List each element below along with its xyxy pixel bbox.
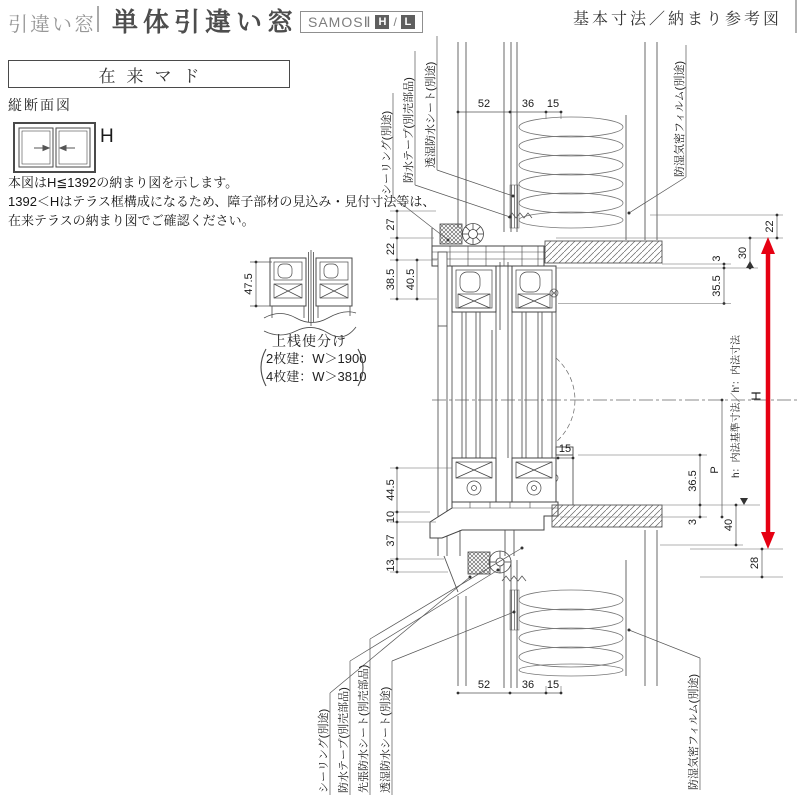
- product-logo-name: SAMOSⅡ: [308, 13, 372, 30]
- dim-bottom-15: 15: [546, 679, 560, 691]
- sub-detail-title: 上桟使分け: [272, 333, 347, 349]
- dim-top-15: 15: [546, 98, 560, 110]
- logo-variant-separator: /: [393, 15, 397, 29]
- dim-22-left: 22: [384, 242, 397, 256]
- window-type-box: 在来マド: [8, 60, 290, 88]
- label-sealing-top: シーリング(別途): [381, 110, 393, 195]
- dim-13: 13: [384, 559, 397, 572]
- dim-35-5: 35.5: [710, 275, 723, 297]
- page-section-label: 基本寸法／納まり参考図: [572, 11, 782, 28]
- insulation-below: [519, 590, 623, 676]
- dim-22-right: 22: [763, 220, 776, 233]
- dim-37: 37: [384, 534, 397, 547]
- dim-38-5: 38.5: [384, 268, 397, 291]
- label-sealing-bottom: シーリング(別途): [318, 708, 330, 793]
- sill-assembly: [430, 447, 662, 630]
- tape-zigzag-sill: [502, 576, 526, 581]
- dim-44-5: 44.5: [384, 479, 397, 501]
- section-view-label: 縦断面図: [8, 97, 72, 113]
- dim-top-36: 36: [521, 98, 535, 110]
- note-line: 1392＜Hはテラス框構成になるため、障子部材の見込み・見付寸法等は、: [8, 194, 436, 209]
- page-title: 単体引違い窓: [112, 7, 299, 37]
- sealing-block-sill: [468, 552, 490, 574]
- dim-36-5: 36.5: [686, 470, 699, 492]
- screen-rail: [438, 252, 447, 326]
- label-vapor-film-top: 防湿気密フィルム(別途): [674, 60, 686, 177]
- waterproof-tape: [510, 185, 519, 228]
- dim-28: 28: [748, 556, 761, 570]
- note-line: 在来テラスの納まり図でご確認ください。: [8, 213, 255, 228]
- dim-3-lower: 3: [686, 518, 699, 526]
- dim-bottom-36: 36: [521, 679, 535, 691]
- logo-variant-h-badge: H: [375, 15, 389, 29]
- datum-marker-upper: [746, 261, 754, 268]
- window-elevation-diagram: [14, 123, 95, 172]
- datum-marker-lower: [740, 498, 748, 505]
- dim-47-5: 47.5: [242, 273, 255, 295]
- insulation-above: [519, 117, 623, 228]
- backer-rod-head: [463, 224, 484, 245]
- dim-40: 40: [722, 518, 735, 532]
- sub-detail-drawing: [261, 250, 363, 386]
- label-pre-applied-sheet-bottom: 先張防水シート(別売部品): [358, 664, 370, 793]
- backer-rod-sill: [489, 551, 511, 573]
- sealing-block-head: [440, 224, 462, 244]
- logo-variant-l-badge: L: [401, 15, 415, 29]
- label-breathable-sheet-top: 透湿防水シート(別途): [425, 61, 437, 168]
- paren-left: [261, 349, 266, 386]
- wall-above: [458, 42, 657, 240]
- dim-40-5: 40.5: [404, 268, 417, 291]
- dim-10: 10: [384, 510, 397, 524]
- arrow-height-symbol: H: [748, 391, 764, 401]
- paren-right: [358, 349, 363, 386]
- dim-sill-15: 15: [558, 443, 572, 455]
- wood-sill: [552, 505, 662, 527]
- dim-bottom-52: 52: [477, 679, 491, 691]
- head-assembly: [432, 185, 662, 266]
- label-breathable-sheet-bottom: 透湿防水シート(別途): [380, 686, 392, 793]
- dim-3-upper: 3: [710, 255, 723, 262]
- dim-top-52: 52: [477, 98, 491, 110]
- elevation-height-symbol: H: [100, 126, 114, 147]
- dimension-lines: [397, 112, 777, 693]
- axis-reference-label: h：内法基準寸法／h'：内法寸法: [731, 334, 742, 478]
- label-waterproof-tape-bottom: 防水テープ(別売部品): [338, 687, 350, 793]
- dim-P: P: [708, 466, 721, 474]
- sill-profile: [430, 502, 558, 538]
- dim-30: 30: [736, 246, 749, 260]
- label-waterproof-tape-top: 防水テープ(別売部品): [403, 77, 415, 183]
- window-category-label: 引違い窓: [8, 14, 96, 36]
- dim-27: 27: [384, 218, 397, 231]
- sub-detail-row: 2枚建：W＞1900: [266, 351, 367, 366]
- wood-lintel: [545, 241, 662, 263]
- sub-detail-row: 4枚建：W＞3810: [266, 369, 367, 384]
- dimension-texts: [385, 98, 776, 691]
- note-line: 本図はH≦1392の納まり図を示します。: [8, 175, 239, 190]
- label-vapor-film-bottom: 防湿気密フィルム(別途): [688, 673, 700, 790]
- extension-lines: [390, 112, 783, 693]
